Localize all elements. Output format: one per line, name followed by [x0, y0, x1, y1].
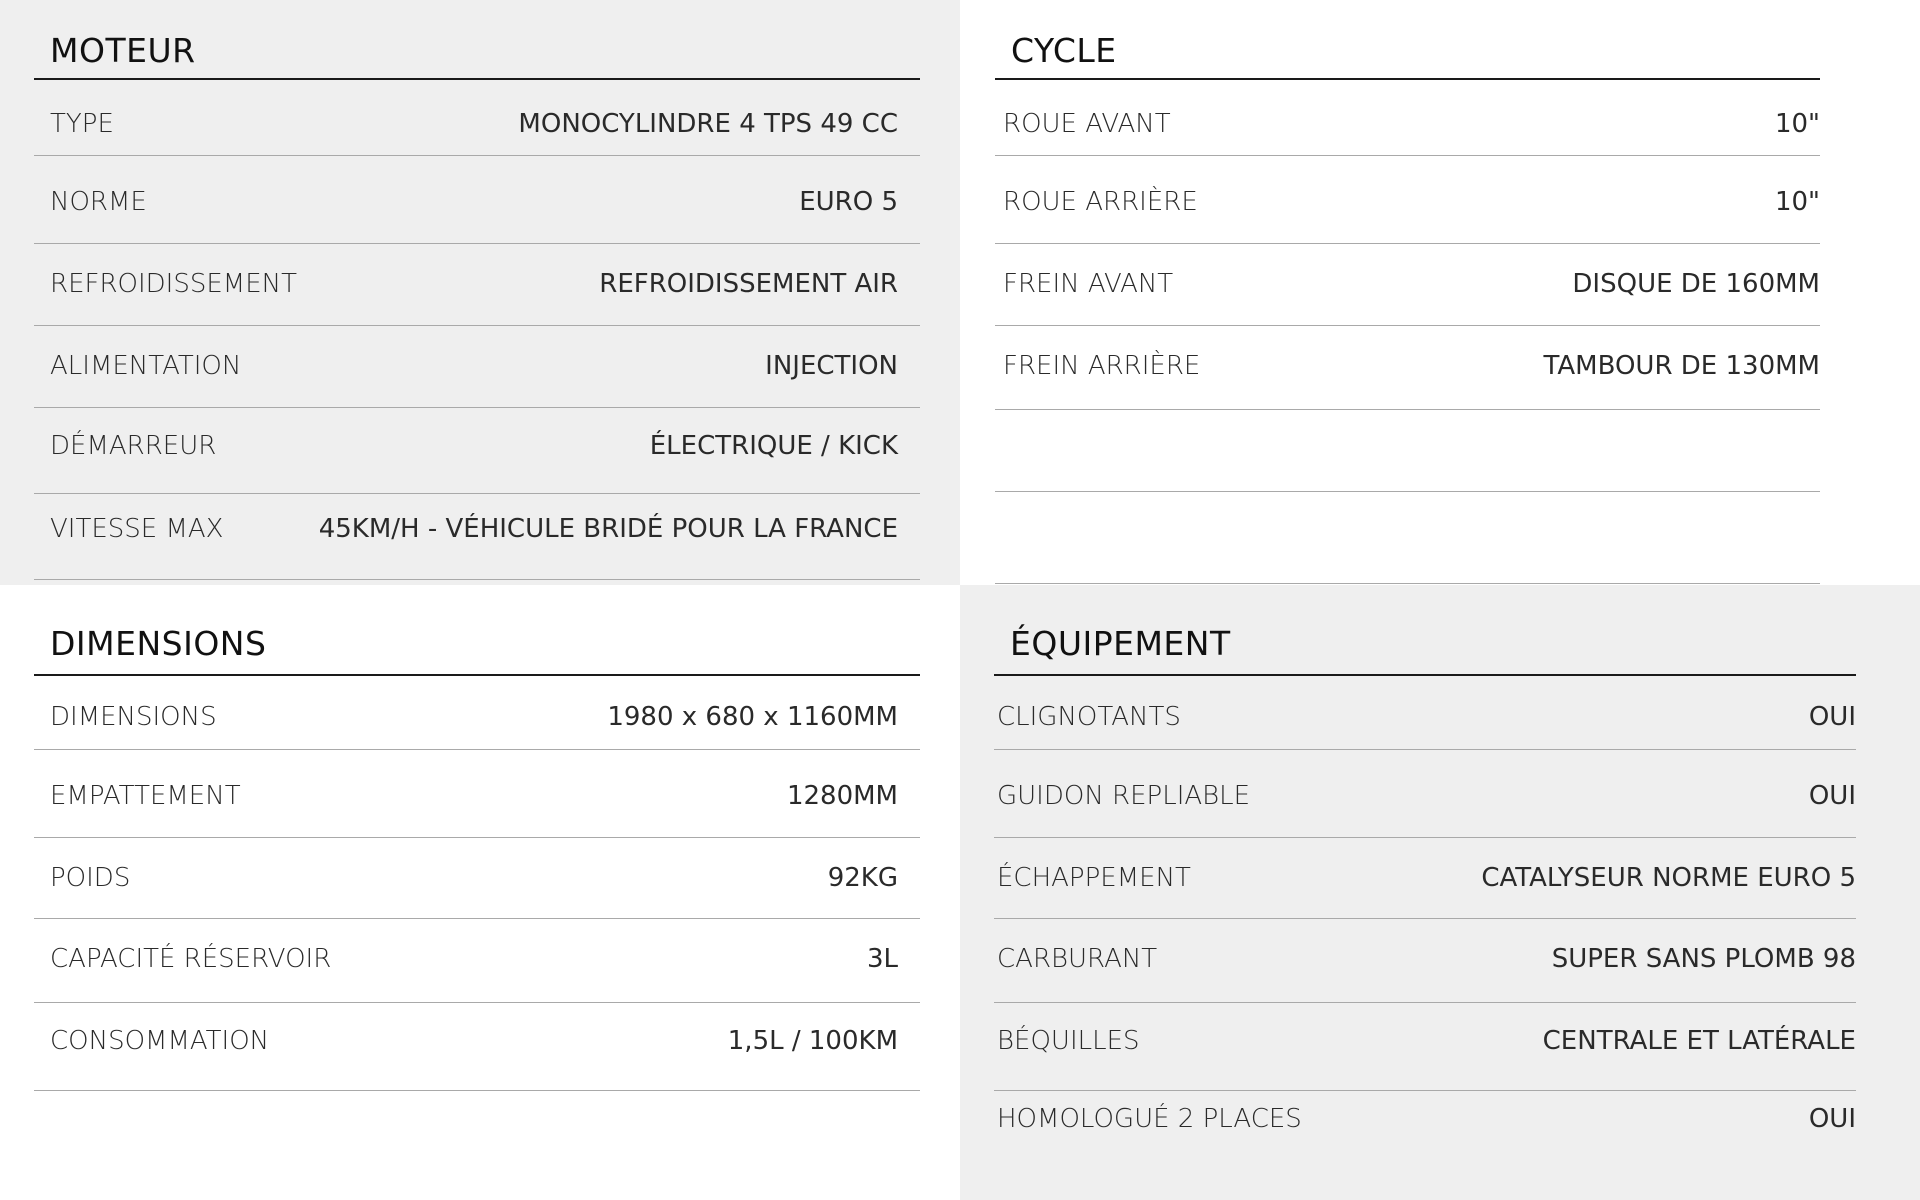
spec-value: DISQUE DE 160MM: [1572, 269, 1820, 299]
spec-row-poids: [34, 838, 920, 919]
spec-label: FREIN AVANT: [1003, 269, 1174, 299]
spec-row-guidon-repliable: [994, 750, 1856, 838]
spec-row-capacite-reservoir: [34, 919, 920, 1003]
spec-label: VITESSE MAX: [50, 514, 224, 544]
equipement-panel: [960, 585, 1920, 1200]
spec-label: POIDS: [50, 863, 131, 893]
spec-value: 1,5L / 100KM: [727, 1026, 898, 1056]
spec-row-empty: [995, 492, 1820, 584]
spec-label: CARBURANT: [997, 944, 1158, 974]
spec-label: GUIDON REPLIABLE: [997, 781, 1251, 811]
spec-value: MONOCYLINDRE 4 TPS 49 CC: [518, 109, 898, 139]
spec-value: 92KG: [827, 863, 898, 893]
spec-row-homologue-2-places: [994, 1091, 1856, 1171]
spec-row-demarreur: [34, 408, 920, 494]
spec-row-vitesse-max: [34, 494, 920, 580]
spec-value: OUI: [1808, 1104, 1856, 1134]
spec-value: 3L: [866, 944, 898, 974]
spec-value: 1980 x 680 x 1160MM: [607, 702, 898, 732]
spec-label: DIMENSIONS: [50, 702, 217, 732]
spec-row-refroidissement: [34, 244, 920, 326]
spec-label: NORME: [50, 187, 147, 217]
spec-row-consommation: [34, 1003, 920, 1091]
spec-row-roue-arriere: [995, 156, 1820, 244]
equipement-section: [994, 585, 1887, 1171]
spec-value: SUPER SANS PLOMB 98: [1551, 944, 1856, 974]
spec-value: 1280MM: [786, 781, 898, 811]
cycle-section: [995, 0, 1820, 584]
spec-row-type: [34, 80, 920, 156]
spec-label: CONSOMMATION: [50, 1026, 270, 1056]
spec-row-carburant: [994, 919, 1856, 1003]
spec-value: 10": [1774, 187, 1820, 217]
spec-value: ÉLECTRIQUE / KICK: [649, 431, 898, 461]
spec-row-norme: [34, 156, 920, 244]
spec-value: CATALYSEUR NORME EURO 5: [1481, 863, 1856, 893]
spec-label: ROUE AVANT: [1003, 109, 1171, 139]
spec-label: FREIN ARRIÈRE: [1003, 351, 1201, 381]
spec-row-frein-avant: [995, 244, 1820, 326]
spec-value: INJECTION: [765, 351, 898, 381]
spec-value: EURO 5: [799, 187, 898, 217]
spec-row-dimensions: [34, 676, 920, 750]
dimensions-heading: DIMENSIONS: [34, 585, 920, 676]
spec-row-alimentation: [34, 326, 920, 408]
spec-row-empattement: [34, 750, 920, 838]
spec-value: OUI: [1808, 702, 1856, 732]
cycle-heading: CYCLE: [995, 0, 1820, 80]
cycle-panel: [960, 0, 1920, 585]
spec-row-bequilles: [994, 1003, 1856, 1091]
moteur-heading: MOTEUR: [34, 0, 920, 80]
moteur-panel: [0, 0, 960, 585]
spec-label: HOMOLOGUÉ 2 PLACES: [997, 1104, 1302, 1134]
spec-row-empty: [995, 410, 1820, 492]
spec-value: REFROIDISSEMENT AIR: [599, 269, 898, 299]
spec-label: ROUE ARRIÈRE: [1003, 187, 1198, 217]
spec-label: CAPACITÉ RÉSERVOIR: [50, 944, 332, 974]
spec-label: BÉQUILLES: [997, 1026, 1140, 1056]
dimensions-panel: [0, 585, 960, 1200]
moteur-section: [34, 0, 920, 580]
spec-value: 45KM/H - VÉHICULE BRIDÉ POUR LA FRANCE: [318, 514, 898, 544]
spec-value: OUI: [1808, 781, 1856, 811]
spec-value: TAMBOUR DE 130MM: [1543, 351, 1820, 381]
spec-label: EMPATTEMENT: [50, 781, 241, 811]
spec-label: REFROIDISSEMENT: [50, 269, 297, 299]
spec-row-roue-avant: [995, 80, 1820, 156]
spec-label: ÉCHAPPEMENT: [997, 863, 1191, 893]
equipement-heading: ÉQUIPEMENT: [994, 585, 1856, 676]
spec-value: 10": [1774, 109, 1820, 139]
spec-label: CLIGNOTANTS: [997, 702, 1181, 732]
spec-value: CENTRALE ET LATÉRALE: [1542, 1026, 1856, 1056]
spec-row-clignotants: [994, 676, 1856, 750]
spec-row-echappement: [994, 838, 1856, 919]
spec-label: ALIMENTATION: [50, 351, 242, 381]
spec-label: DÉMARREUR: [50, 431, 217, 461]
spec-row-frein-arriere: [995, 326, 1820, 410]
spec-label: TYPE: [50, 109, 114, 139]
dimensions-section: [34, 585, 920, 1091]
